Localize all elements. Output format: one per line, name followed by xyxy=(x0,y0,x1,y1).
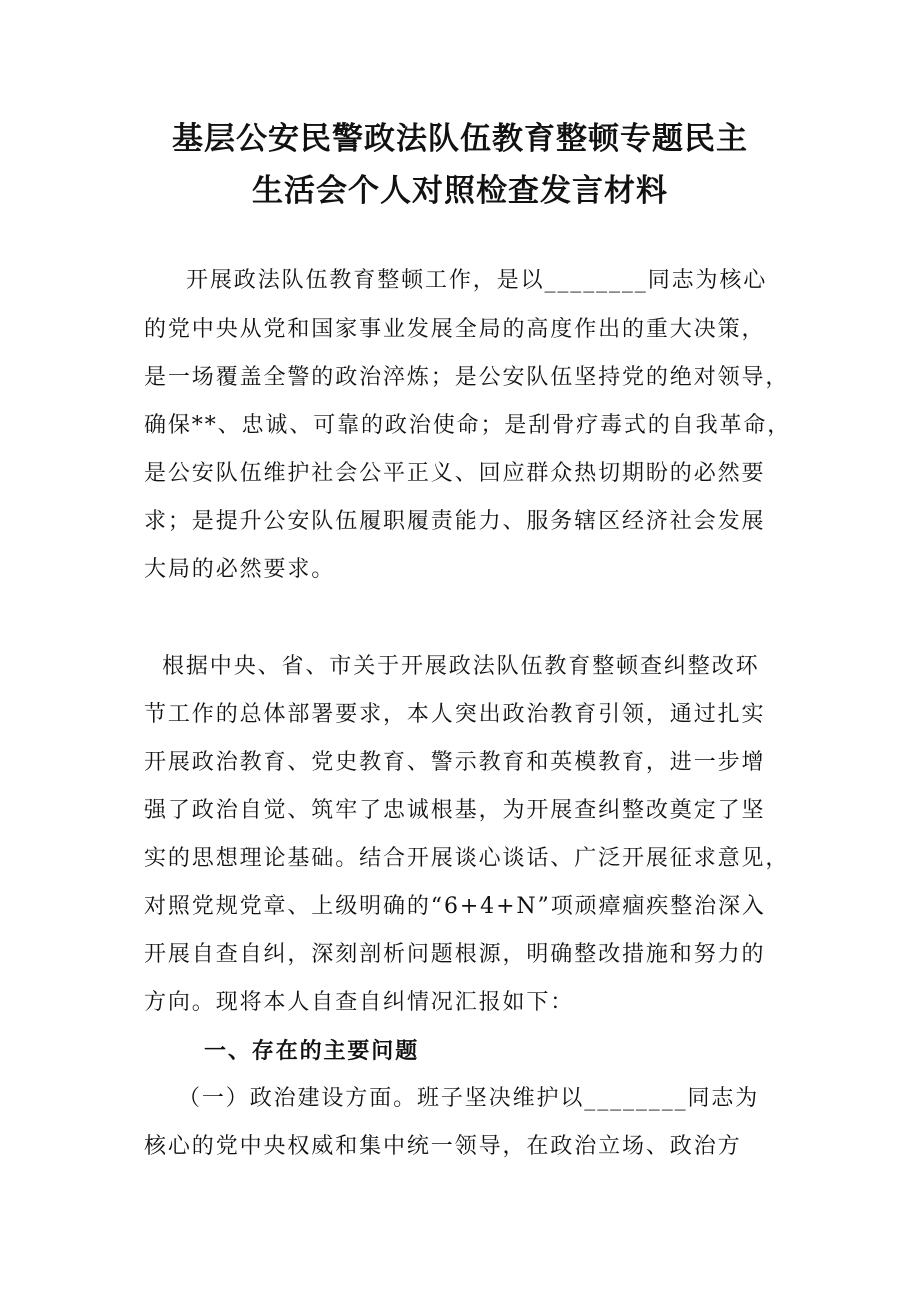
section-heading: 一、存在的主要问题 xyxy=(204,1038,420,1064)
paragraph-1-line-3: 是一场覆盖全警的政治淬炼；是公安队伍坚持党的绝对领导， xyxy=(144,365,790,390)
paragraph-2-line-7: 开展自查自纠，深刻剖析问题根源，明确整改措施和努力的 xyxy=(144,942,766,967)
paragraph-1-line-1: 开展政法队伍教育整顿工作，是以________同志为核心 xyxy=(186,268,768,293)
paragraph-2-line-2: 节工作的总体部署要求，本人突出政治教育引领，通过扎实 xyxy=(144,702,766,727)
paragraph-1-line-5: 是公安队伍维护社会公平正义、回应群众热切期盼的必然要 xyxy=(144,461,766,486)
paragraph-3-line-2: 核心的党中央权威和集中统一领导，在政治立场、政治方 xyxy=(144,1134,742,1159)
paragraph-1-line-6: 求；是提升公安队伍履职履责能力、服务辖区经济社会发展 xyxy=(144,509,766,534)
document-title-line-1: 基层公安民警政法队伍教育整顿专题民主 xyxy=(172,121,748,157)
document-title-line-2: 生活会个人对照检查发言材料 xyxy=(252,173,668,209)
paragraph-2-line-5: 实的思想理论基础。结合开展谈心谈话、广泛开展征求意见， xyxy=(144,846,790,871)
paragraph-1-line-7: 大局的必然要求。 xyxy=(144,557,336,582)
paragraph-3-line-1: （一）政治建设方面。班子坚决维护以________同志为 xyxy=(178,1086,760,1111)
paragraph-2-line-8: 方向。现将本人自查自纠情况汇报如下： xyxy=(144,990,575,1015)
paragraph-2-line-6: 对照党规党章、上级明确的“6+4+N”项顽瘴痼疾整治深入 xyxy=(144,894,766,919)
paragraph-2-line-4: 强了政治自觉、筑牢了忠诚根基，为开展查纠整改奠定了坚 xyxy=(144,798,766,823)
paragraph-2-line-3: 开展政治教育、党史教育、警示教育和英模教育，进一步增 xyxy=(144,750,766,775)
paragraph-2-line-1: 根据中央、省、市关于开展政法队伍教育整顿查纠整改环 xyxy=(162,654,760,679)
paragraph-1-line-2: 的党中央从党和国家事业发展全局的高度作出的重大决策， xyxy=(144,317,766,342)
paragraph-1-line-4: 确保**、忠诚、可靠的政治使命；是刮骨疗毒式的自我革命， xyxy=(144,413,792,438)
